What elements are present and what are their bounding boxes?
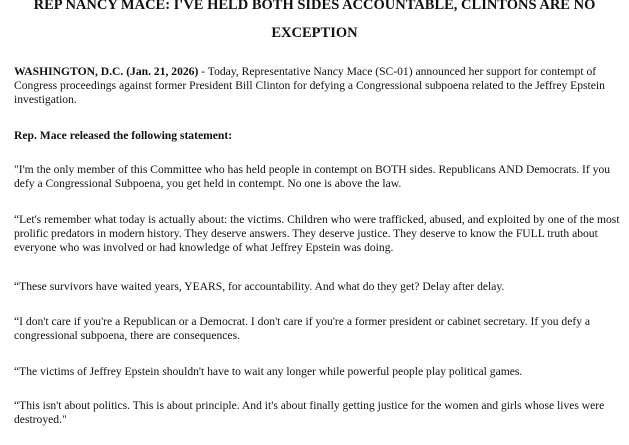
quote-paragraph-3: “These survivors have waited years, YEARS, for accountability. And what do they get? Delay after delay. [14, 280, 505, 293]
quote-paragraph-4: “I don't care if you're a Republican or a Democrat. I don't care if you're a former president or cabinet secretary. If you defy a congressional subpoena, there are consequences. [14, 315, 591, 342]
lede-paragraph [14, 65, 620, 107]
quote-paragraph-1: "I'm the only member of this Committee who has held people in contempt on BOTH sides. Republicans AND Democrats. If you defy a Congressional Subpoena, you get held in contempt. No one is above the law. [14, 163, 611, 190]
dateline: WASHINGTON, D.C. (Jan. 21, 2026) [14, 65, 199, 78]
quote-paragraph-5: “The victims of Jeffrey Epstein shouldn't have to wait any longer while powerful people play political games. [14, 365, 523, 378]
quote-paragraph-2: “Let's remember what today is actually about: the victims. Children who were trafficked, abused, and exploited by one of the most prolific predators in modern history. They deserve answers. They deserve justice. They deserve to know the FULL truth about everyone who was involved or had knowledge of what Jeffrey Epstein was doing. [14, 213, 620, 254]
headline-line-1: REP NANCY MACE: I'VE HELD BOTH SIDES ACCOUNTABLE, CLINTONS ARE NO [33, 0, 596, 13]
lede-body: - Today, Representative Nancy Mace (SC-01) announced her support for contempt of Congress proceedings against former President Bill Clinton for defying a Congressional subpoena related to the Jeffrey Epstein investigation. [14, 65, 605, 106]
headline-line-2: EXCEPTION [271, 25, 358, 41]
quote-paragraph-6: “This isn't about politics. This is about principle. And it's about finally getting justice for the women and girls whose lives were destroyed." [14, 399, 605, 426]
statement-intro: Rep. Mace released the following statement: [14, 129, 233, 142]
